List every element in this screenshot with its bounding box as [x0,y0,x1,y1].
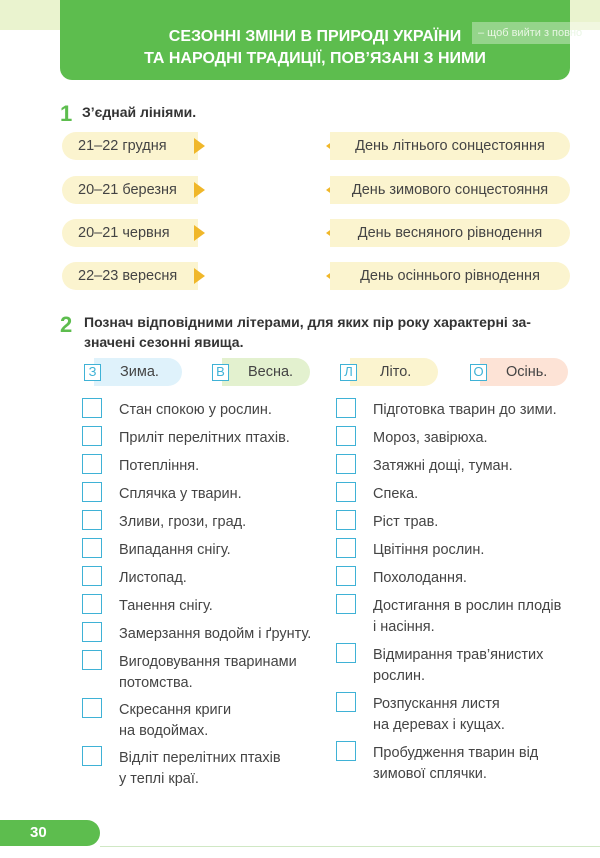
phenomenon-text: у теплі краї. [119,771,199,787]
season-label: Літо. [350,358,438,386]
season-letter-box: О [470,364,487,381]
event-label: День літнього сонцестояння [330,132,570,160]
phenomenon-text: Замерзання водойм і ґрунту. [119,626,312,642]
connector-arrow-right-icon[interactable] [194,182,205,198]
answer-checkbox[interactable] [82,698,102,718]
fullscreen-exit-hint[interactable]: – щоб вийти з повно [472,22,600,44]
phenomenon-text: Відмирання трав’янистих [373,647,544,663]
answer-checkbox[interactable] [82,482,102,502]
phenomenon-text: Достигання в рослин плодів [373,598,562,614]
task2-number: 2 [60,312,73,337]
phenomenon-text: Пробудження тварин від [373,745,539,761]
answer-checkbox[interactable] [82,650,102,670]
date-label: 20–21 червня [62,219,198,247]
phenomenon-text: Підготовка тварин до зими. [373,402,557,418]
connector-arrow-right-icon[interactable] [194,138,205,154]
phenomenon-text: рослин. [373,668,425,684]
phenomenon-item [119,568,187,589]
date-label: 21–22 грудня [62,132,198,160]
phenomenon-text: і насіння. [373,619,435,635]
phenomenon-item [119,428,290,449]
phenomenon-item [373,400,557,421]
season-letter-box: Л [340,364,357,381]
date-label: 20–21 березня [62,176,198,204]
answer-checkbox[interactable] [336,538,356,558]
phenomenon-item [119,540,231,561]
phenomenon-text: Потепління. [119,458,200,474]
phenomenon-text: потомства. [119,675,193,691]
phenomenon-item [119,484,242,505]
connector-arrow-right-icon[interactable] [194,225,205,241]
phenomenon-text: Зливи, грози, град. [119,514,247,530]
answer-checkbox[interactable] [336,594,356,614]
answer-checkbox[interactable] [336,482,356,502]
phenomenon-item [373,596,561,638]
phenomenon-text: Відліт перелітних птахів [119,750,281,766]
phenomenon-text: Стан спокою у рослин. [119,402,272,418]
season-label: Весна. [222,358,310,386]
phenomenon-text: на деревах і кущах. [373,717,505,733]
phenomenon-text: на водоймах. [119,723,209,739]
phenomenon-item [119,512,246,533]
page-number: 30 [0,820,100,846]
phenomenon-item [373,540,484,561]
phenomenon-item [119,596,213,617]
phenomenon-item [373,694,505,736]
phenomenon-item [119,624,311,645]
answer-checkbox[interactable] [336,510,356,530]
answer-checkbox[interactable] [336,566,356,586]
task1-number: 1 [60,101,73,126]
season-letter-box: В [212,364,229,381]
season-label: Зима. [94,358,182,386]
phenomenon-text: Сплячка у тварин. [119,486,242,502]
phenomenon-item [373,456,513,477]
header-title-line1: СЕЗОННІ ЗМІНИ В ПРИРОДІ УКРАЇНИ [168,28,462,45]
answer-checkbox[interactable] [82,426,102,446]
phenomenon-item [373,484,418,505]
answer-checkbox[interactable] [336,692,356,712]
header-title-line2: ТА НАРОДНІ ТРАДИЦІЇ, ПОВ’ЯЗАНІ З НИМИ [144,50,486,67]
answer-checkbox[interactable] [82,454,102,474]
phenomenon-item [119,456,199,477]
phenomenon-text: Спека. [373,486,419,502]
answer-checkbox[interactable] [82,746,102,766]
task2-title-line1: Познач відповідними літерами, для яких пір року характерні за- [84,314,531,330]
phenomenon-item [119,400,272,421]
phenomenon-text: Приліт перелітних птахів. [119,430,290,446]
phenomenon-text: Мороз, завірюха. [373,430,488,446]
season-label: Осінь. [480,358,568,386]
answer-checkbox[interactable] [82,622,102,642]
answer-checkbox[interactable] [336,741,356,761]
event-label: День осіннього рівнодення [330,262,570,290]
answer-checkbox[interactable] [336,398,356,418]
answer-checkbox[interactable] [336,426,356,446]
season-letter-box: З [84,364,101,381]
phenomenon-item [373,428,488,449]
phenomenon-text: Похолодання. [373,570,467,586]
phenomenon-text: Листопад. [119,570,187,586]
answer-checkbox[interactable] [82,510,102,530]
phenomenon-item [373,743,538,785]
event-label: День весняного рівнодення [330,219,570,247]
phenomenon-item [373,568,467,589]
phenomenon-item [373,645,543,687]
phenomenon-item [119,700,231,742]
phenomenon-text: Скресання криги [119,702,232,718]
date-label: 22–23 вересня [62,262,198,290]
bottom-divider [100,846,600,847]
answer-checkbox[interactable] [82,594,102,614]
answer-checkbox[interactable] [82,538,102,558]
answer-checkbox[interactable] [336,643,356,663]
connector-arrow-right-icon[interactable] [194,268,205,284]
task2-title [84,312,531,352]
answer-checkbox[interactable] [82,398,102,418]
phenomenon-item [119,748,281,790]
phenomenon-text: Розпускання листя [373,696,500,712]
phenomenon-text: Цвітіння рослин. [373,542,485,558]
phenomenon-item [373,512,438,533]
phenomenon-text: Вигодовування тваринами [119,654,297,670]
answer-checkbox[interactable] [82,566,102,586]
phenomenon-text: Затяжні дощі, туман. [373,458,513,474]
phenomenon-item [119,652,297,694]
phenomenon-text: Випадання снігу. [119,542,231,558]
event-label: День зимового сонцестояння [330,176,570,204]
phenomenon-text: зимової сплячки. [373,766,487,782]
phenomenon-text: Танення снігу. [119,598,213,614]
task1-title: З’єднай лініями. [82,104,197,120]
phenomenon-text: Ріст трав. [373,514,439,530]
answer-checkbox[interactable] [336,454,356,474]
task2-title-line2: значені сезонні явища. [84,334,244,350]
